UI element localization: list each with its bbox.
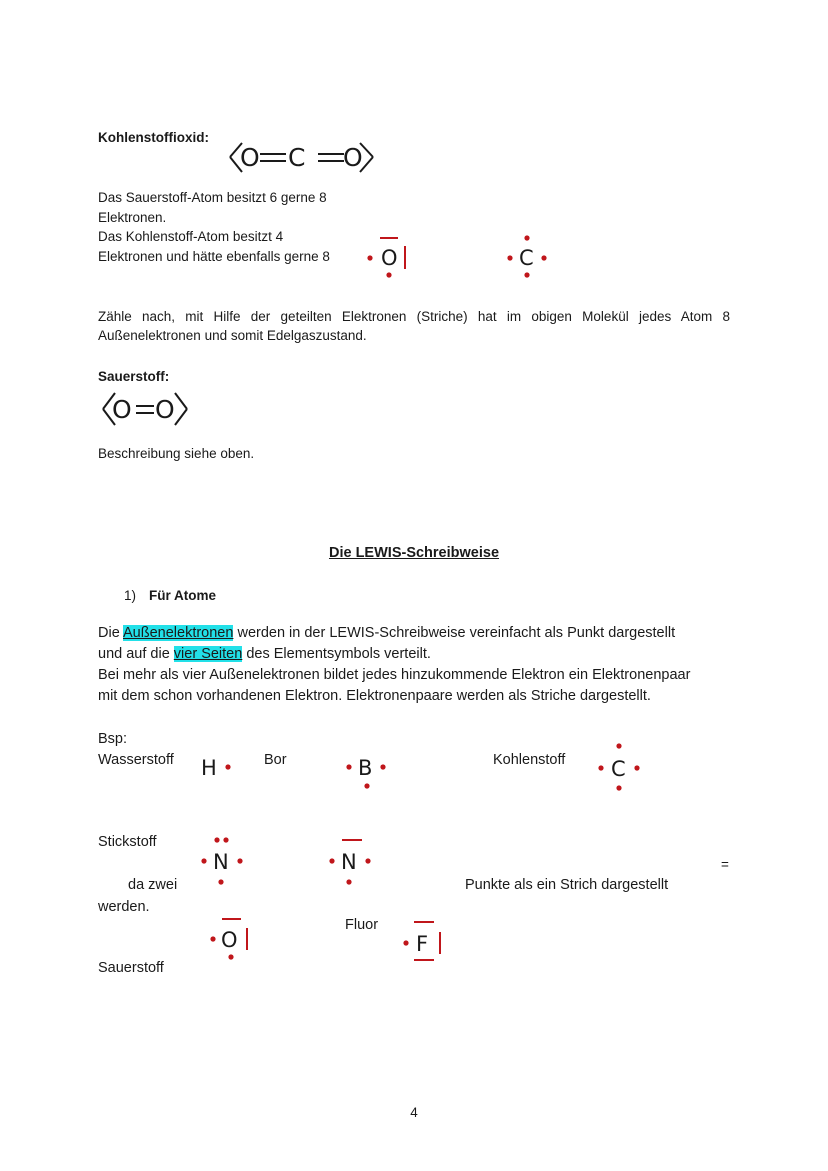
lewis-f-symbol: F bbox=[416, 932, 429, 956]
co2-o-right: O bbox=[343, 143, 363, 172]
lewis-h-symbol: H bbox=[201, 756, 217, 780]
count-note-line1: Zähle nach, mit Hilfe der geteilten Elektronen (Striche) hat im obigen Molekül jedes Atom 8 bbox=[98, 309, 730, 324]
lewis-paragraph bbox=[98, 623, 748, 707]
bor-label: Bor bbox=[264, 752, 287, 768]
lewis-oxygen bbox=[206, 912, 256, 964]
text-span: des Elementsymbols verteilt. bbox=[242, 646, 431, 662]
co2-label: Kohlenstoffioxid: bbox=[98, 130, 209, 145]
paragraph-line bbox=[98, 644, 748, 665]
section-number: 1) bbox=[124, 588, 137, 603]
sauerstoff-label: Sauerstoff bbox=[98, 960, 164, 976]
lewis-heading: Die LEWIS-Schreibweise bbox=[328, 545, 500, 561]
co2-o-left: O bbox=[240, 143, 260, 172]
lewis-o-symbol: O bbox=[221, 928, 238, 952]
lewis-c-symbol: C bbox=[519, 246, 534, 270]
lewis-oxygen-co2 bbox=[364, 232, 414, 282]
wasserstoff-label: Wasserstoff bbox=[98, 752, 174, 768]
lewis-c-symbol: C bbox=[611, 757, 626, 781]
equals-sign: = bbox=[721, 857, 729, 872]
fluor-label: Fluor bbox=[345, 917, 379, 933]
o2-o-left: O bbox=[112, 395, 132, 424]
bsp-label: Bsp: bbox=[98, 731, 128, 747]
section-title: Für Atome bbox=[149, 588, 216, 603]
kohlenstoff-label: Kohlenstoff bbox=[493, 752, 566, 768]
page-number: 4 bbox=[410, 1105, 418, 1120]
stickstoff-label: Stickstoff bbox=[98, 834, 157, 850]
co2-desc-line: Elektronen. bbox=[98, 209, 167, 225]
co2-desc-line: Das Kohlenstoff-Atom besitzt 4 bbox=[98, 229, 284, 244]
paragraph-line bbox=[98, 623, 748, 644]
co2-structural-formula bbox=[226, 135, 380, 185]
o2-structural-formula bbox=[100, 388, 192, 434]
paragraph-line: mit dem schon vorhandenen Elektron. Elektronenpaare werden als Striche dargestellt. bbox=[98, 688, 651, 704]
text-span: werden in der LEWIS-Schreibweise vereinfacht als Punkt dargestellt bbox=[233, 625, 676, 641]
lewis-o-symbol: O bbox=[381, 246, 398, 270]
text-span: und auf die bbox=[98, 646, 174, 662]
co2-c: C bbox=[288, 143, 306, 172]
stickstoff-note-c: werden. bbox=[98, 899, 150, 915]
o2-o-right: O bbox=[155, 395, 175, 424]
lewis-n-symbol: N bbox=[213, 850, 229, 874]
paragraph-line: Bei mehr als vier Außenelektronen bildet jedes hinzukommende Elektron ein Elektronenpaar bbox=[98, 667, 691, 683]
co2-desc-line: Elektronen und hätte ebenfalls gerne 8 bbox=[98, 248, 330, 264]
lewis-nitrogen-bar bbox=[324, 832, 378, 890]
lewis-b-symbol: B bbox=[358, 756, 373, 780]
co2-description bbox=[98, 188, 358, 266]
lewis-boron bbox=[343, 745, 393, 795]
o2-label: Sauerstoff: bbox=[98, 369, 170, 384]
stickstoff-note-b: Punkte als ein Strich dargestellt bbox=[465, 877, 669, 893]
lewis-carbon-co2 bbox=[502, 232, 552, 282]
lewis-hydrogen bbox=[196, 748, 246, 788]
count-note-line2: Außenelektronen und somit Edelgaszustand. bbox=[98, 328, 367, 343]
highlight-vier-seiten: vier Seiten bbox=[173, 646, 243, 662]
lewis-fluorine bbox=[398, 915, 448, 967]
highlight-aussenelektronen: Außenelektronen bbox=[123, 625, 234, 641]
stickstoff-note-a: da zwei bbox=[128, 877, 178, 893]
lewis-nitrogen-dots bbox=[196, 832, 250, 890]
o2-description: Beschreibung siehe oben. bbox=[98, 446, 255, 461]
co2-desc-line: Das Sauerstoff-Atom besitzt 6 gerne 8 bbox=[98, 190, 327, 205]
lewis-carbon bbox=[594, 740, 644, 796]
text-span: Die bbox=[98, 625, 123, 641]
lewis-n-symbol: N bbox=[341, 850, 357, 874]
